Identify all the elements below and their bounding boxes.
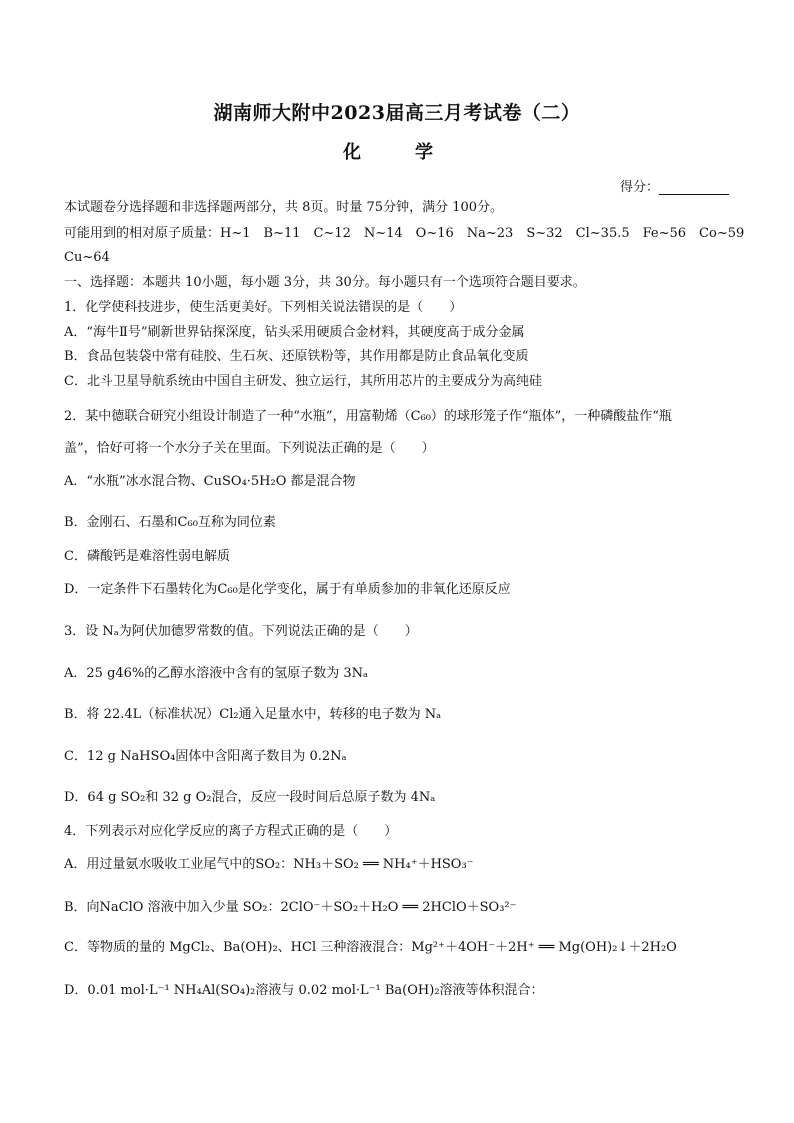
q1-option-c: C．北斗卫星导航系统由中国自主研发、独立运行，其所用芯片的主要成分为高纯硅 (64, 374, 542, 389)
atomic-masses-line1: 可能用到的相对原子质量：H~1 B~11 C~12 N~14 O~16 Na~23 S~32 Cl~35.5 Fe~56 Co~59 (64, 226, 745, 241)
atomic-masses-line2: Cu~64 (64, 250, 110, 265)
q3-option-c: C．12 g NaHSO₄固体中含阳离子数目为 0.2Nₐ (64, 749, 347, 764)
score-field (620, 176, 729, 195)
q2-stem-line2: 盖”，恰好可将一个水分子关在里面。下列说法正确的是（ ） (64, 441, 435, 456)
exam-title: 湖南师大附中2023届高三月考试卷（二） (213, 102, 581, 124)
q1-stem: 1．化学使科技进步，使生活更美好。下列相关说法错误的是（ ） (64, 300, 463, 315)
q3-option-a: A．25 g46%的乙醇水溶液中含有的氢原子数为 3Nₐ (64, 666, 369, 681)
q3-option-b: B．将 22.4L（标准状况）Cl₂通入足量水中，转移的电子数为 Nₐ (64, 707, 442, 722)
subject-heading: 化 学 (343, 142, 451, 163)
intro-text: 本试题卷分选择题和非选择题两部分，共 8页。时量 75分钟，满分 100分。 (64, 200, 504, 215)
q4-option-d: D．0.01 mol·L⁻¹ NH₄Al(SO₄)₂溶液与 0.02 mol·L⁻¹ Ba(OH)₂溶液等体积混合： (64, 983, 544, 998)
q1-option-b: B．食品包装袋中常有硅胶、生石灰、还原铁粉等，其作用都是防止食品氧化变质 (64, 349, 529, 364)
score-blank[interactable] (659, 182, 729, 195)
q2-option-c: C．磷酸钙是难溶性弱电解质 (64, 549, 230, 564)
score-label: 得分： (620, 180, 660, 195)
q2-option-b: B．金刚石、石墨和C₆₀互称为同位素 (64, 515, 276, 530)
q3-stem: 3．设 Nₐ为阿伏加德罗常数的值。下列说法正确的是（ ） (64, 624, 418, 639)
section1-header: 一、选择题：本题共 10小题，每小题 3分，共 30分。每小题只有一个选项符合题目要求。 (64, 275, 586, 290)
q4-option-b: B．向NaClO 溶液中加入少量 SO₂：2ClO⁻＋SO₂＋H₂O ══ 2HClO＋SO₃²⁻ (64, 900, 517, 915)
q4-option-a: A．用过量氨水吸收工业尾气中的SO₂：NH₃＋SO₂ ══ NH₄⁺＋HSO₃⁻ (64, 857, 474, 872)
q2-stem-line1: 2．某中德联合研究小组设计制造了一种“水瓶”，用富勒烯（C₆₀）的球形笼子作“瓶体”，一种磷酸盐作“瓶 (64, 409, 672, 424)
q4-option-c: C．等物质的量的 MgCl₂、Ba(OH)₂、HCl 三种溶液混合：Mg²⁺＋4OH⁻＋2H⁺ ══ Mg(OH)₂↓＋2H₂O (64, 940, 677, 955)
q2-option-d: D．一定条件下石墨转化为C₆₀是化学变化，属于有单质参加的非氧化还原反应 (64, 582, 511, 597)
q3-option-d: D．64 g SO₂和 32 g O₂混合，反应一段时间后总原子数为 4Nₐ (64, 790, 436, 805)
q2-option-a: A．“水瓶”冰水混合物、CuSO₄·5H₂O 都是混合物 (64, 474, 356, 489)
q4-stem: 4．下列表示对应化学反应的离子方程式正确的是（ ） (64, 824, 398, 839)
q1-option-a: A．“海牛Ⅱ号”刷新世界钻探深度，钻头采用硬质合金材料，其硬度高于成分金属 (64, 325, 525, 340)
